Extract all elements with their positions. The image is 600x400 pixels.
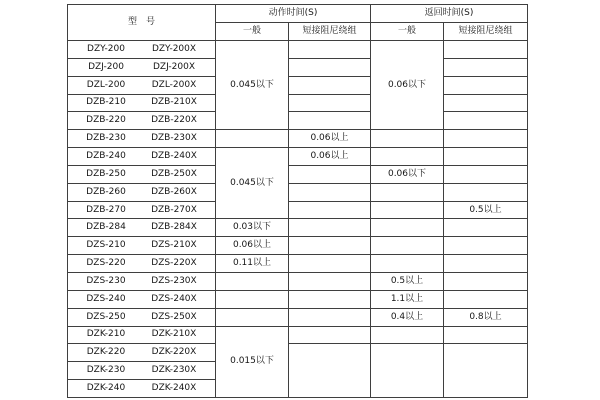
model-pair xyxy=(68,348,215,357)
model-pair xyxy=(68,134,215,143)
model-cell xyxy=(68,41,216,59)
action-damped-cell xyxy=(289,219,371,237)
return-general-cell xyxy=(371,201,444,219)
model-name: DZK-240 xyxy=(86,382,126,393)
return-damped-cell xyxy=(444,183,528,201)
model-cell xyxy=(68,148,216,166)
header-row-groups xyxy=(68,5,528,23)
return-damped-cell xyxy=(444,148,528,166)
table-row xyxy=(68,183,528,201)
table-row xyxy=(68,58,528,76)
model-name: DZB-220 xyxy=(86,115,126,126)
model-pair xyxy=(68,188,215,197)
return-general-cell xyxy=(371,130,444,148)
return-general-cell xyxy=(371,237,444,255)
model-cell xyxy=(68,112,216,130)
model-name: DZS-250 xyxy=(86,311,126,322)
model-name: DZK-220X xyxy=(151,347,197,358)
table-row xyxy=(68,308,528,326)
action-damped-cell xyxy=(289,112,371,130)
model-name: DZY-200 xyxy=(87,43,125,54)
model-name: DZS-230 xyxy=(86,275,126,286)
model-name: DZJ-200X xyxy=(152,61,196,72)
return-damped-cell xyxy=(444,41,528,59)
model-cell xyxy=(68,165,216,183)
table-row xyxy=(68,76,528,94)
action-damped-cell xyxy=(289,58,371,76)
action-damped-cell: 0.06以上 xyxy=(289,148,371,166)
model-pair xyxy=(68,313,215,322)
model-cell xyxy=(68,362,216,380)
model-name: DZB-260X xyxy=(151,186,197,197)
model-pair xyxy=(68,152,215,161)
model-name: DZS-250X xyxy=(151,311,197,322)
table-row xyxy=(68,41,528,59)
return-damped-cell xyxy=(444,219,528,237)
model-name: DZB-284X xyxy=(151,222,197,233)
return-damped-cell xyxy=(444,290,528,308)
model-name: DZB-210X xyxy=(151,97,197,108)
model-name: DZK-210 xyxy=(86,329,126,340)
action-damped-cell xyxy=(289,344,371,398)
action-general-cell xyxy=(216,290,289,308)
action-general-cell: 0.015以下 xyxy=(216,326,289,397)
model-cell xyxy=(68,308,216,326)
model-cell xyxy=(68,76,216,94)
model-name: DZS-230X xyxy=(151,275,197,286)
return-general-cell: 0.4以上 xyxy=(371,308,444,326)
model-pair xyxy=(68,81,215,90)
spec-table xyxy=(67,4,528,398)
action-general-cell: 0.03以下 xyxy=(216,219,289,237)
model-pair xyxy=(68,384,215,393)
action-general-cell xyxy=(216,308,289,326)
table-row xyxy=(68,326,528,344)
model-pair xyxy=(68,223,215,232)
return-damped-cell xyxy=(444,94,528,112)
return-damped-cell xyxy=(444,76,528,94)
table-row xyxy=(68,201,528,219)
header-return-time: 返回时间(S) xyxy=(371,5,528,23)
action-damped-cell xyxy=(289,183,371,201)
action-damped-cell xyxy=(289,76,371,94)
model-pair xyxy=(68,98,215,107)
action-general-cell xyxy=(216,272,289,290)
header-return-damped: 短接阻尼绕组 xyxy=(444,23,528,41)
return-general-cell xyxy=(371,344,444,398)
model-cell xyxy=(68,326,216,344)
return-damped-cell xyxy=(444,165,528,183)
header-return-general: 一般 xyxy=(371,23,444,41)
table-row xyxy=(68,255,528,273)
action-damped-cell xyxy=(289,94,371,112)
return-damped-cell xyxy=(444,272,528,290)
return-damped-cell: 0.5以上 xyxy=(444,201,528,219)
return-general-cell: 0.5以上 xyxy=(371,272,444,290)
action-general-cell: 0.045以下 xyxy=(216,41,289,130)
action-damped-cell xyxy=(289,290,371,308)
return-general-cell: 0.06以下 xyxy=(371,165,444,183)
action-damped-cell xyxy=(289,41,371,59)
action-damped-cell xyxy=(289,272,371,290)
model-name: DZS-240X xyxy=(151,293,197,304)
model-name: DZK-230 xyxy=(86,365,126,376)
model-cell xyxy=(68,183,216,201)
model-cell xyxy=(68,380,216,398)
return-general-cell xyxy=(371,148,444,166)
table-row xyxy=(68,130,528,148)
model-name: DZB-250X xyxy=(151,168,197,179)
table-header xyxy=(68,5,528,41)
model-name: DZK-210X xyxy=(151,329,197,340)
action-damped-cell xyxy=(289,237,371,255)
model-name: DZB-284 xyxy=(86,222,126,233)
model-pair xyxy=(68,170,215,179)
return-general-cell: 1.1以上 xyxy=(371,290,444,308)
return-general-cell: 0.06以下 xyxy=(371,41,444,130)
model-pair xyxy=(68,259,215,268)
model-name: DZL-200X xyxy=(151,79,197,90)
return-damped-cell xyxy=(444,344,528,398)
table-row xyxy=(68,219,528,237)
return-damped-cell xyxy=(444,112,528,130)
model-name: DZJ-200 xyxy=(88,61,124,72)
action-damped-cell xyxy=(289,255,371,273)
table-row xyxy=(68,165,528,183)
return-damped-cell xyxy=(444,237,528,255)
model-cell xyxy=(68,237,216,255)
model-cell xyxy=(68,94,216,112)
table-row xyxy=(68,344,528,362)
table-body xyxy=(68,41,528,398)
model-name: DZB-230X xyxy=(151,133,197,144)
table-row xyxy=(68,148,528,166)
action-damped-cell xyxy=(289,201,371,219)
return-general-cell xyxy=(371,219,444,237)
model-name: DZK-240X xyxy=(151,382,197,393)
model-cell xyxy=(68,58,216,76)
model-pair xyxy=(68,116,215,125)
return-general-cell xyxy=(371,183,444,201)
model-pair xyxy=(68,206,215,215)
model-name: DZS-210X xyxy=(151,240,197,251)
action-damped-cell xyxy=(289,308,371,326)
return-damped-cell xyxy=(444,326,528,344)
return-general-cell xyxy=(371,255,444,273)
action-damped-cell xyxy=(289,326,371,344)
model-name: DZB-270 xyxy=(86,204,126,215)
table-row xyxy=(68,237,528,255)
model-cell xyxy=(68,130,216,148)
return-damped-cell: 0.8以上 xyxy=(444,308,528,326)
model-cell xyxy=(68,255,216,273)
model-name: DZS-220 xyxy=(86,258,126,269)
model-name: DZS-210 xyxy=(86,240,126,251)
header-action-damped: 短接阻尼绕组 xyxy=(289,23,371,41)
action-general-cell xyxy=(216,130,289,148)
action-damped-cell xyxy=(289,165,371,183)
model-name: DZB-220X xyxy=(151,115,197,126)
header-model: 型 号 xyxy=(68,5,216,41)
model-name: DZB-240X xyxy=(151,150,197,161)
model-name: DZS-220X xyxy=(151,258,197,269)
header-action-general: 一般 xyxy=(216,23,289,41)
action-damped-cell: 0.06以上 xyxy=(289,130,371,148)
model-name: DZK-230X xyxy=(151,365,197,376)
table-row xyxy=(68,272,528,290)
action-general-cell: 0.11以上 xyxy=(216,255,289,273)
return-damped-cell xyxy=(444,130,528,148)
model-pair xyxy=(68,330,215,339)
model-pair xyxy=(68,241,215,250)
header-action-time: 动作时间(S) xyxy=(216,5,371,23)
model-cell xyxy=(68,201,216,219)
model-name: DZL-200 xyxy=(86,79,126,90)
model-cell xyxy=(68,219,216,237)
model-pair xyxy=(68,45,215,54)
model-pair xyxy=(68,295,215,304)
model-cell xyxy=(68,344,216,362)
return-general-cell xyxy=(371,326,444,344)
model-name: DZB-210 xyxy=(86,97,126,108)
model-pair xyxy=(68,366,215,375)
model-name: DZB-240 xyxy=(86,150,126,161)
model-name: DZB-250 xyxy=(86,168,126,179)
model-name: DZS-240 xyxy=(86,293,126,304)
model-cell xyxy=(68,272,216,290)
table-row xyxy=(68,290,528,308)
action-general-cell: 0.06以上 xyxy=(216,237,289,255)
table-row xyxy=(68,112,528,130)
model-cell xyxy=(68,290,216,308)
model-name: DZK-220 xyxy=(86,347,126,358)
model-name: DZB-260 xyxy=(86,186,126,197)
return-damped-cell xyxy=(444,58,528,76)
model-pair xyxy=(68,63,215,72)
model-name: DZY-200X xyxy=(151,43,197,54)
model-pair xyxy=(68,277,215,286)
action-general-cell: 0.045以下 xyxy=(216,148,289,219)
return-damped-cell xyxy=(444,255,528,273)
model-name: DZB-230 xyxy=(86,133,126,144)
table-row xyxy=(68,94,528,112)
model-name: DZB-270X xyxy=(151,204,197,215)
